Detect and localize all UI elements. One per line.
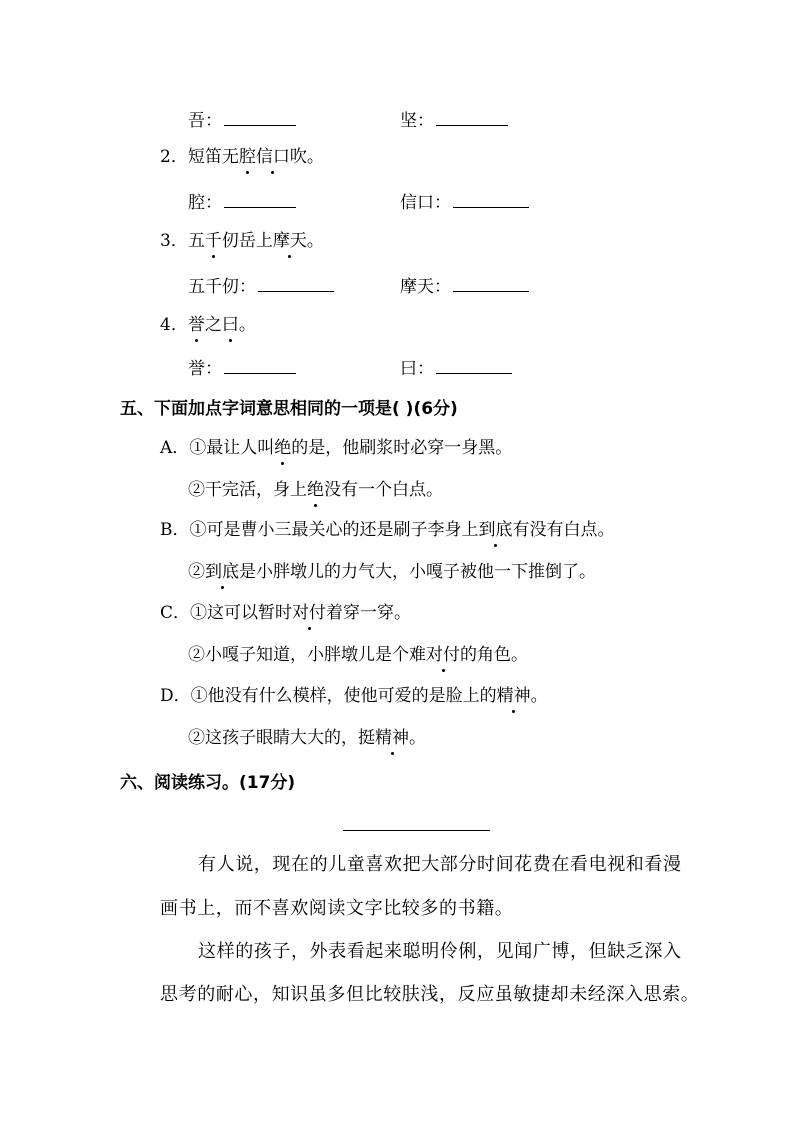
dotted-word: 精神 <box>496 686 531 706</box>
segment: 有没有白点。 <box>512 520 615 540</box>
answer-blank[interactable] <box>453 190 529 208</box>
passage-line-1: 有人说，现在的儿童喜欢把大部分时间花费在看电视和看漫 <box>198 854 682 875</box>
segment: 短笛无 <box>187 147 239 167</box>
q5-option-c-line1[interactable] <box>160 601 411 625</box>
q5-option-b-line1[interactable] <box>160 518 615 542</box>
item-number: 3． <box>160 231 188 251</box>
dotted-word: 绝 <box>274 438 292 458</box>
segment: 。 <box>238 315 256 335</box>
answer-blank[interactable] <box>436 108 508 126</box>
item-number: 2． <box>160 147 188 167</box>
q4-item4-sentence <box>160 313 256 337</box>
q4-item4-label-b <box>400 356 512 381</box>
q5-option-a-line2 <box>188 478 443 502</box>
segment: ②这孩子眼睛大大的，挺 <box>188 728 375 748</box>
answer-blank[interactable] <box>224 356 296 374</box>
segment: ①可是曹小三最关心的还是刷子李身上 <box>189 520 479 540</box>
q4-item3-label-a <box>188 274 334 299</box>
q4-item2-label-b-text: 信口： <box>400 193 451 213</box>
segment: 吹。 <box>289 147 324 167</box>
q4-item1-label-a <box>188 108 296 133</box>
dotted-word: 到底 <box>478 520 513 540</box>
q4-item2-label-a-text: 腔： <box>188 193 222 213</box>
q4-item1-label-b <box>400 108 508 133</box>
q5-option-d-line2 <box>188 726 426 750</box>
dotted-word: 到底 <box>205 562 239 582</box>
answer-blank[interactable] <box>258 274 334 292</box>
answer-blank[interactable] <box>224 108 296 126</box>
q4-item4-label-a <box>188 356 296 381</box>
dotted-word: 绝 <box>307 480 324 500</box>
answer-blank[interactable] <box>436 356 512 374</box>
segment: ①这可以暂时 <box>190 603 293 623</box>
dotted-word: 精神 <box>375 728 409 748</box>
passage-line-3: 这样的孩子，外表看起来聪明伶俐，见闻广博，但缺乏深入 <box>198 941 682 962</box>
segment: 的是，他刷浆时必穿一身黑。 <box>291 438 513 458</box>
passage-line-4: 思考的耐心，知识虽多但比较肤浅，反应虽敏捷却未经深入思索。 <box>160 984 700 1005</box>
q4-item1-label-a-text: 吾： <box>188 111 222 131</box>
segment: 是小胖墩儿的力气大，小嘎子被他一下推倒了。 <box>239 562 596 582</box>
q5-option-b-line2 <box>188 560 596 584</box>
segment: ①他没有什么模样，使他可爱的是脸上的 <box>190 686 497 706</box>
segment: 的角色。 <box>460 645 528 665</box>
q4-item3-label-b-text: 摩天： <box>400 277 451 297</box>
segment: 。 <box>409 728 426 748</box>
segment: 。 <box>530 686 548 706</box>
segment: ①最让人叫 <box>189 438 275 458</box>
answer-blank[interactable] <box>453 274 529 292</box>
q5-option-c-line2 <box>188 643 528 667</box>
q6-title: 六、阅读练习。(17分) <box>120 773 296 793</box>
q4-item4-label-b-text: 曰： <box>400 359 434 379</box>
segment: 岳上 <box>238 231 273 251</box>
segment: 。 <box>306 231 324 251</box>
q4-item2-label-a <box>188 190 296 215</box>
q4-item4-label-a-text: 誉： <box>188 359 222 379</box>
dotted-word: 信口 <box>255 147 290 167</box>
option-letter: C． <box>160 603 191 623</box>
dotted-word: 对付 <box>292 603 327 623</box>
segment: 没有一个白点。 <box>324 480 443 500</box>
q4-item1-label-b-text: 坚： <box>400 111 434 131</box>
dotted-word: 腔 <box>238 147 256 167</box>
dotted-word: 五千仞 <box>187 231 239 251</box>
q4-item3-sentence <box>160 229 324 253</box>
answer-blank[interactable] <box>224 190 296 208</box>
passage-line-2: 画书上，而不喜欢阅读文字比较多的书籍。 <box>160 898 514 919</box>
q4-item3-label-a-text: 五千仞： <box>188 277 256 297</box>
dotted-word: 曰 <box>221 315 239 335</box>
dotted-word: 誉 <box>187 315 205 335</box>
dotted-word: 摩天 <box>272 231 307 251</box>
segment: ②小嘎子知道，小胖墩儿是个难 <box>188 645 426 665</box>
segment: 之 <box>204 315 222 335</box>
segment: ②干完活，身上 <box>188 480 307 500</box>
q4-item2-label-b <box>400 190 529 215</box>
dotted-word: 对付 <box>426 645 460 665</box>
option-letter: D． <box>160 686 191 706</box>
option-letter: B． <box>160 520 190 540</box>
segment: ② <box>188 562 205 582</box>
option-letter: A． <box>160 438 190 458</box>
q5-option-d-line1[interactable] <box>160 684 548 708</box>
segment: 着穿一穿。 <box>326 603 412 623</box>
passage-title-blank[interactable] <box>343 830 490 831</box>
q5-title: 五、下面加点字词意思相同的一项是( )(6分) <box>120 399 458 419</box>
q5-option-a-line1[interactable] <box>160 436 512 460</box>
q4-item2-sentence <box>160 145 324 169</box>
item-number: 4． <box>160 315 188 335</box>
q4-item3-label-b <box>400 274 529 299</box>
